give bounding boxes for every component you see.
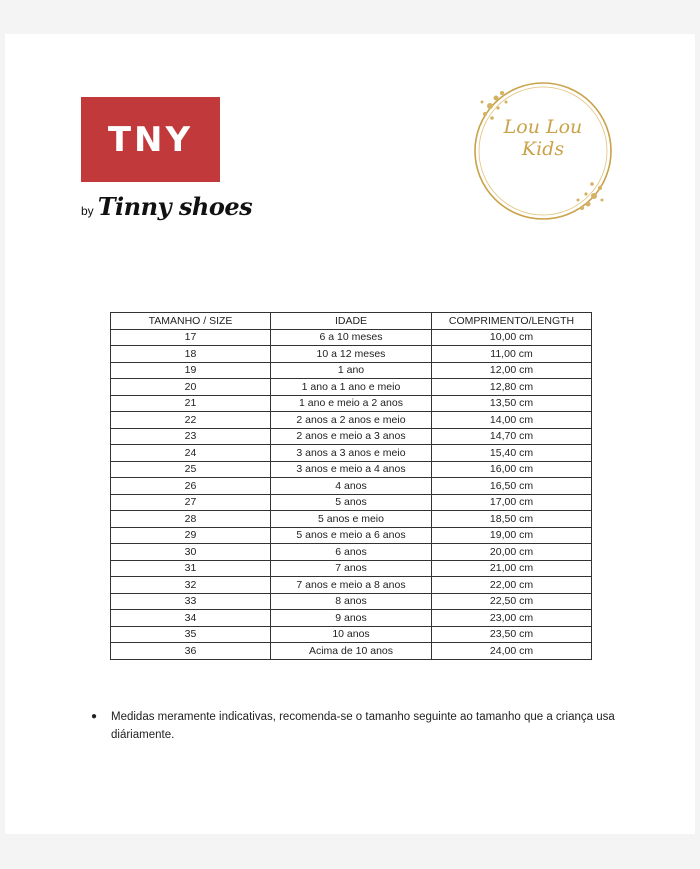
- cell-size: 18: [111, 346, 271, 363]
- table-row: [111, 527, 592, 544]
- cell-age: 7 anos e meio a 8 anos: [271, 577, 432, 594]
- table-row: [111, 593, 592, 610]
- cell-length: 17,00 cm: [432, 494, 592, 511]
- tny-by-text: by: [81, 204, 94, 218]
- cell-size: 29: [111, 527, 271, 544]
- cell-size: 21: [111, 395, 271, 412]
- loulou-kids-text: [468, 116, 618, 160]
- cell-age: 1 ano a 1 ano e meio: [271, 379, 432, 396]
- cell-length: 21,00 cm: [432, 560, 592, 577]
- size-chart-table: [110, 312, 592, 660]
- cell-length: 16,50 cm: [432, 478, 592, 495]
- table-header-row: [111, 313, 592, 330]
- note-text: Medidas meramente indicativas, recomenda-se o tamanho seguinte ao tamanho que a criança usa diáriamente.: [111, 711, 615, 741]
- cell-length: 16,00 cm: [432, 461, 592, 478]
- header-length: COMPRIMENTO/LENGTH: [432, 313, 592, 330]
- table-row: [111, 494, 592, 511]
- cell-size: 27: [111, 494, 271, 511]
- cell-size: 34: [111, 610, 271, 627]
- cell-size: 17: [111, 329, 271, 346]
- cell-size: 28: [111, 511, 271, 528]
- table-row: [111, 560, 592, 577]
- cell-age: 8 anos: [271, 593, 432, 610]
- loulou-kids-logo: [468, 78, 618, 224]
- cell-age: 6 anos: [271, 544, 432, 561]
- cell-size: 30: [111, 544, 271, 561]
- cell-age: Acima de 10 anos: [271, 643, 432, 660]
- loulou-line1: Lou Lou: [503, 116, 583, 138]
- cell-length: 10,00 cm: [432, 329, 592, 346]
- cell-length: 22,50 cm: [432, 593, 592, 610]
- table-row: [111, 626, 592, 643]
- bullet-icon: ●: [91, 711, 98, 722]
- cell-age: 1 ano: [271, 362, 432, 379]
- table-row: [111, 445, 592, 462]
- table-row: [111, 428, 592, 445]
- cell-size: 35: [111, 626, 271, 643]
- cell-length: 14,00 cm: [432, 412, 592, 429]
- tny-logo: [81, 97, 252, 221]
- cell-age: 5 anos: [271, 494, 432, 511]
- table-row: [111, 329, 592, 346]
- table-row: [111, 577, 592, 594]
- cell-size: 25: [111, 461, 271, 478]
- cell-size: 36: [111, 643, 271, 660]
- cell-length: 23,00 cm: [432, 610, 592, 627]
- cell-size: 22: [111, 412, 271, 429]
- cell-length: 23,50 cm: [432, 626, 592, 643]
- loulou-line2: Kids: [521, 138, 565, 160]
- cell-age: 5 anos e meio a 6 anos: [271, 527, 432, 544]
- cell-length: 18,50 cm: [432, 511, 592, 528]
- cell-length: 13,50 cm: [432, 395, 592, 412]
- cell-size: 24: [111, 445, 271, 462]
- cell-length: 12,80 cm: [432, 379, 592, 396]
- cell-age: 6 a 10 meses: [271, 329, 432, 346]
- cell-size: 31: [111, 560, 271, 577]
- table-row: [111, 544, 592, 561]
- table-row: [111, 362, 592, 379]
- note-list-item: [91, 708, 651, 744]
- tny-logo-text: TNY: [107, 119, 194, 160]
- cell-age: 10 anos: [271, 626, 432, 643]
- document-page: [5, 34, 695, 834]
- cell-size: 33: [111, 593, 271, 610]
- cell-age: 2 anos a 2 anos e meio: [271, 412, 432, 429]
- table-row: [111, 643, 592, 660]
- cell-length: 14,70 cm: [432, 428, 592, 445]
- cell-length: 12,00 cm: [432, 362, 592, 379]
- cell-length: 19,00 cm: [432, 527, 592, 544]
- cell-size: 32: [111, 577, 271, 594]
- table-row: [111, 461, 592, 478]
- tny-script-text: Tinny shoes: [97, 192, 253, 221]
- tny-logo-subtitle: [81, 192, 252, 221]
- cell-size: 23: [111, 428, 271, 445]
- cell-age: 1 ano e meio a 2 anos: [271, 395, 432, 412]
- table-body: [111, 329, 592, 659]
- cell-age: 3 anos e meio a 4 anos: [271, 461, 432, 478]
- header-age: IDADE: [271, 313, 432, 330]
- cell-size: 26: [111, 478, 271, 495]
- cell-length: 11,00 cm: [432, 346, 592, 363]
- cell-age: 2 anos e meio a 3 anos: [271, 428, 432, 445]
- table-row: [111, 346, 592, 363]
- header-size: TAMANHO / SIZE: [111, 313, 271, 330]
- cell-length: 20,00 cm: [432, 544, 592, 561]
- cell-length: 24,00 cm: [432, 643, 592, 660]
- table-row: [111, 610, 592, 627]
- cell-size: 20: [111, 379, 271, 396]
- cell-age: 10 a 12 meses: [271, 346, 432, 363]
- cell-length: 15,40 cm: [432, 445, 592, 462]
- table-row: [111, 412, 592, 429]
- cell-size: 19: [111, 362, 271, 379]
- table-row: [111, 395, 592, 412]
- cell-age: 5 anos e meio: [271, 511, 432, 528]
- cell-age: 3 anos a 3 anos e meio: [271, 445, 432, 462]
- table-row: [111, 511, 592, 528]
- cell-age: 4 anos: [271, 478, 432, 495]
- cell-age: 7 anos: [271, 560, 432, 577]
- cell-age: 9 anos: [271, 610, 432, 627]
- table-row: [111, 478, 592, 495]
- cell-length: 22,00 cm: [432, 577, 592, 594]
- tny-logo-box: [81, 97, 220, 182]
- table-row: [111, 379, 592, 396]
